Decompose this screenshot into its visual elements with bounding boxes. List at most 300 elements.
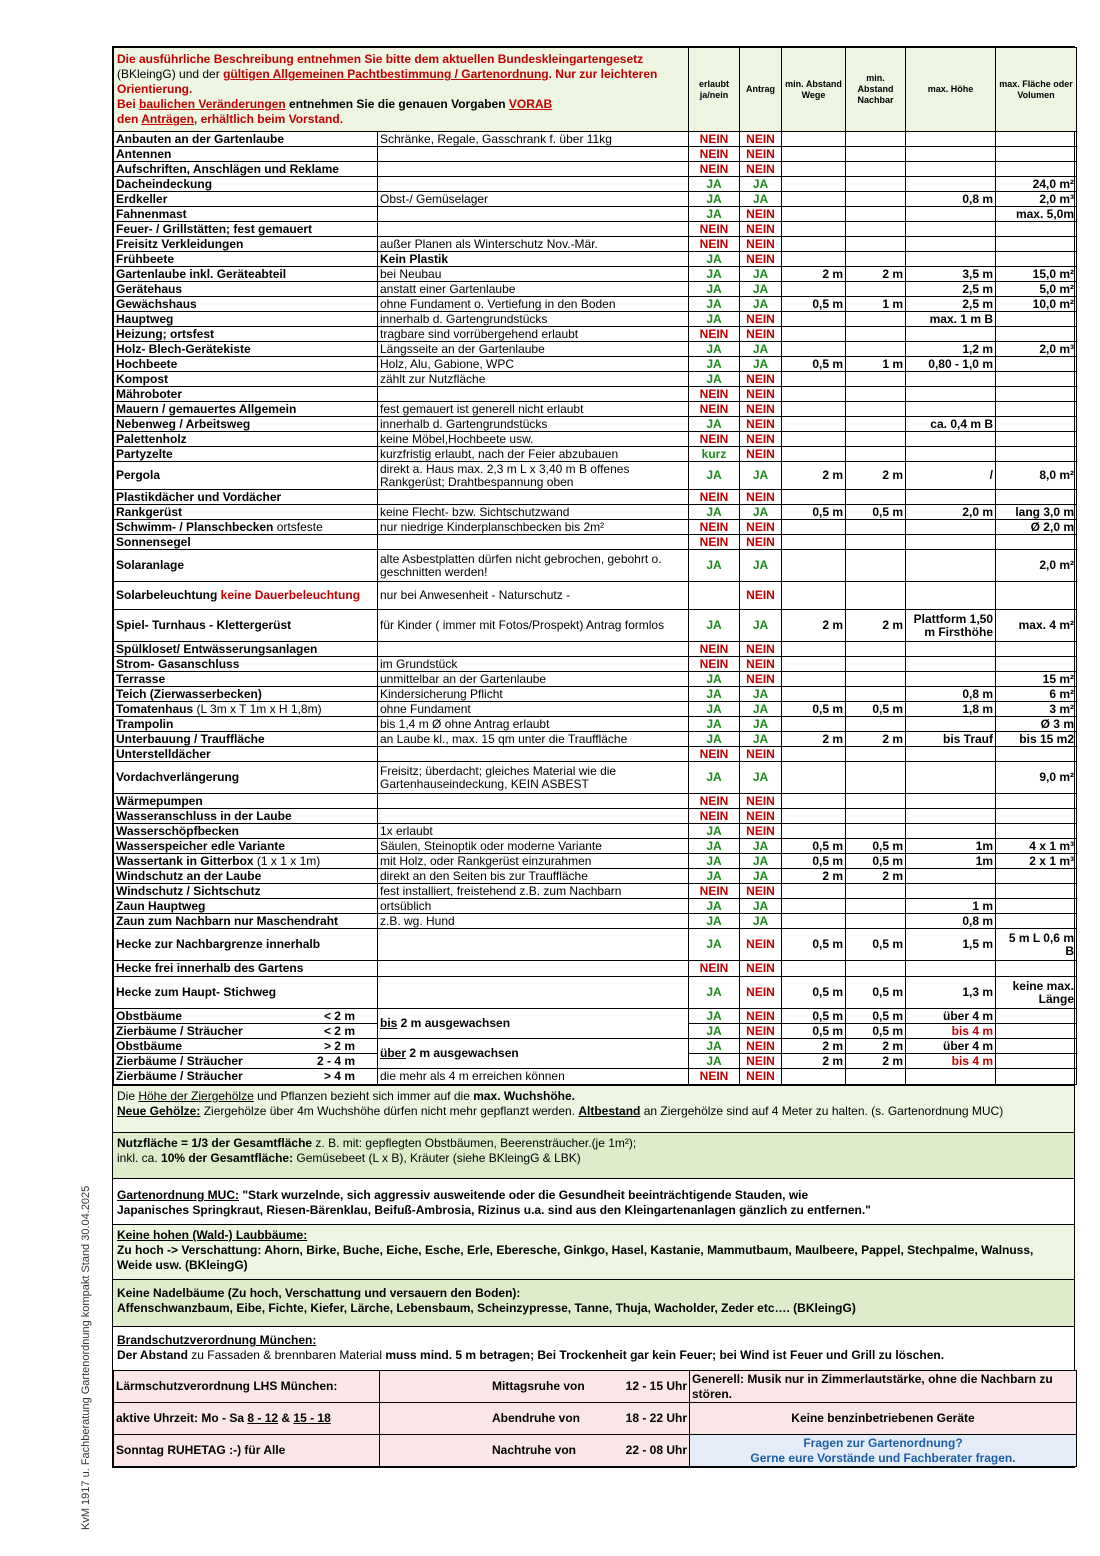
- row-abstand-nachbar: [846, 535, 906, 550]
- row-abstand-wege: [782, 222, 846, 237]
- row-note: keine Möbel,Hochbeete usw.: [378, 432, 689, 447]
- row-hoehe: [906, 824, 996, 839]
- tree-hoehe: [906, 1069, 996, 1085]
- row-antrag: NEIN: [740, 520, 782, 535]
- footer-laermschutz: Lärmschutzverordnung LHS München:: [114, 1371, 380, 1403]
- row-erlaubt: NEIN: [689, 809, 740, 824]
- row-hoehe: ca. 0,4 m B: [906, 417, 996, 432]
- row-hoehe: 1,3 m: [906, 977, 996, 1009]
- row-antrag: NEIN: [740, 490, 782, 505]
- row-name: Fahnenmast: [114, 207, 378, 222]
- row-note: anstatt einer Gartenlaube: [378, 282, 689, 297]
- row-note: kurzfristig erlaubt, nach der Feier abzubauen: [378, 447, 689, 462]
- row-hoehe: 1,5 m: [906, 929, 996, 961]
- row-name: Palettenholz: [114, 432, 378, 447]
- row-hoehe: [906, 132, 996, 147]
- row-erlaubt: JA: [689, 672, 740, 687]
- row-hoehe: /: [906, 462, 996, 490]
- row-name: Pergola: [114, 462, 378, 490]
- table-row: [114, 977, 1077, 1009]
- row-abstand-nachbar: 0,5 m: [846, 854, 906, 869]
- row-abstand-nachbar: [846, 147, 906, 162]
- row-abstand-nachbar: [846, 132, 906, 147]
- row-name: Holz- Blech-Gerätekiste: [114, 342, 378, 357]
- row-erlaubt: NEIN: [689, 387, 740, 402]
- row-note: [378, 929, 689, 961]
- table-row: [114, 162, 1077, 177]
- footer-aktive-uhrzeit: aktive Uhrzeit: Mo - Sa 8 - 12 & 15 - 18: [114, 1403, 380, 1435]
- row-antrag: NEIN: [740, 747, 782, 762]
- tree-erlaubt: JA: [689, 1024, 740, 1039]
- regulation-sheet: [112, 46, 1075, 1468]
- row-antrag: NEIN: [740, 327, 782, 342]
- row-abstand-wege: 2 m: [782, 610, 846, 642]
- row-hoehe: [906, 402, 996, 417]
- row-hoehe: bis Trauf: [906, 732, 996, 747]
- table-row: [114, 535, 1077, 550]
- row-name: Unterbauung / Trauffläche: [114, 732, 378, 747]
- row-flaeche: [996, 147, 1077, 162]
- row-erlaubt: NEIN: [689, 490, 740, 505]
- row-erlaubt: JA: [689, 610, 740, 642]
- row-hoehe: [906, 490, 996, 505]
- tree-name: Obstbäume < 2 m: [114, 1009, 378, 1024]
- row-flaeche: [996, 432, 1077, 447]
- table-row: [114, 267, 1077, 282]
- row-note: alte Asbestplatten dürfen nicht gebrochen, gebohrt o. geschnitten werden!: [378, 550, 689, 582]
- row-erlaubt: JA: [689, 869, 740, 884]
- table-row: [114, 929, 1077, 961]
- row-name: Erdkeller: [114, 192, 378, 207]
- row-flaeche: 10,0 m²: [996, 297, 1077, 312]
- table-row: [114, 702, 1077, 717]
- row-hoehe: [906, 327, 996, 342]
- table-row: [114, 610, 1077, 642]
- table-row: [114, 520, 1077, 535]
- row-name: Anbauten an der Gartenlaube: [114, 132, 378, 147]
- row-name: Spiel- Turnhaus - Klettergerüst: [114, 610, 378, 642]
- col-abstand-nachbar: min. Abstand Nachbar: [846, 48, 906, 132]
- row-hoehe: [906, 550, 996, 582]
- row-note: für Kinder ( immer mit Fotos/Prospekt) Antrag formlos: [378, 610, 689, 642]
- row-name: Sonnensegel: [114, 535, 378, 550]
- row-flaeche: [996, 447, 1077, 462]
- row-antrag: JA: [740, 177, 782, 192]
- row-hoehe: 1 m: [906, 899, 996, 914]
- row-hoehe: 0,8 m: [906, 687, 996, 702]
- row-abstand-wege: [782, 417, 846, 432]
- tree-note: über 2 m ausgewachsen: [378, 1039, 689, 1069]
- row-antrag: JA: [740, 899, 782, 914]
- row-name: Hochbeete: [114, 357, 378, 372]
- row-hoehe: 1,8 m: [906, 702, 996, 717]
- tree-row: [114, 1069, 1077, 1085]
- tree-wege: 0,5 m: [782, 1024, 846, 1039]
- row-abstand-wege: [782, 794, 846, 809]
- row-antrag: JA: [740, 854, 782, 869]
- row-note: bei Neubau: [378, 267, 689, 282]
- row-hoehe: 2,5 m: [906, 282, 996, 297]
- row-antrag: NEIN: [740, 312, 782, 327]
- row-antrag: NEIN: [740, 535, 782, 550]
- row-abstand-wege: [782, 312, 846, 327]
- row-abstand-nachbar: [846, 899, 906, 914]
- row-antrag: JA: [740, 869, 782, 884]
- row-hoehe: 3,5 m: [906, 267, 996, 282]
- row-note: [378, 147, 689, 162]
- tree-flaeche: [996, 1054, 1077, 1069]
- row-erlaubt: JA: [689, 417, 740, 432]
- table-row: [114, 854, 1077, 869]
- row-erlaubt: NEIN: [689, 402, 740, 417]
- row-erlaubt: NEIN: [689, 520, 740, 535]
- table-row: [114, 282, 1077, 297]
- row-flaeche: [996, 312, 1077, 327]
- tree-erlaubt: JA: [689, 1054, 740, 1069]
- tree-antrag: NEIN: [740, 1039, 782, 1054]
- col-erlaubt: erlaubt ja/nein: [689, 48, 740, 132]
- row-note: ohne Fundament o. Vertiefung in den Boden: [378, 297, 689, 312]
- row-name: Frühbeete: [114, 252, 378, 267]
- row-flaeche: 24,0 m²: [996, 177, 1077, 192]
- table-row: [114, 297, 1077, 312]
- row-abstand-wege: [782, 327, 846, 342]
- row-note: außer Planen als Winterschutz Nov.-Mär.: [378, 237, 689, 252]
- row-note: [378, 177, 689, 192]
- table-row: [114, 417, 1077, 432]
- row-erlaubt: JA: [689, 977, 740, 1009]
- row-name: Heizung; ortsfest: [114, 327, 378, 342]
- row-abstand-wege: [782, 582, 846, 610]
- row-erlaubt: JA: [689, 824, 740, 839]
- row-note: Holz, Alu, Gabione, WPC: [378, 357, 689, 372]
- row-erlaubt: NEIN: [689, 961, 740, 977]
- row-hoehe: [906, 520, 996, 535]
- table-row: [114, 747, 1077, 762]
- row-antrag: JA: [740, 914, 782, 929]
- row-flaeche: [996, 402, 1077, 417]
- row-note: [378, 387, 689, 402]
- row-note: [378, 977, 689, 1009]
- info-block-gartenordnung: Gartenordnung MUC: "Stark wurzelnde, sich aggressiv ausweitende oder die Gesundheit beeinträchtigende Stauden, wie Japanisches Springkraut, Riesen-Bärenklau, Beifuß-Ambrosia, Rizinus u.a. sind aus den Kleingartenanlagen gänzlich zu entfernen.": [113, 1178, 1074, 1224]
- row-abstand-wege: 0,5 m: [782, 929, 846, 961]
- row-abstand-nachbar: 2 m: [846, 267, 906, 282]
- row-abstand-wege: 2 m: [782, 869, 846, 884]
- row-erlaubt: NEIN: [689, 794, 740, 809]
- row-antrag: JA: [740, 505, 782, 520]
- row-abstand-wege: 0,5 m: [782, 702, 846, 717]
- side-caption: KvM 1917 u. Fachberatung Gartenordnung kompakt Stand 30.04.2025: [80, 1185, 92, 1530]
- table-row: [114, 387, 1077, 402]
- row-flaeche: [996, 490, 1077, 505]
- row-abstand-wege: [782, 402, 846, 417]
- row-antrag: NEIN: [740, 809, 782, 824]
- row-abstand-nachbar: 2 m: [846, 869, 906, 884]
- row-note: Kein Plastik: [378, 252, 689, 267]
- row-hoehe: [906, 961, 996, 977]
- row-name: Feuer- / Grillstätten; fest gemauert: [114, 222, 378, 237]
- row-flaeche: [996, 237, 1077, 252]
- row-abstand-nachbar: [846, 961, 906, 977]
- row-flaeche: 2,0 m³: [996, 192, 1077, 207]
- row-abstand-nachbar: [846, 237, 906, 252]
- tree-name: Obstbäume > 2 m: [114, 1039, 378, 1054]
- row-note: innerhalb d. Gartengrundstücks: [378, 417, 689, 432]
- row-abstand-nachbar: 2 m: [846, 462, 906, 490]
- tree-row: [114, 1039, 1077, 1054]
- row-flaeche: 2 x 1 m³: [996, 854, 1077, 869]
- row-name: Wasserspeicher edle Variante: [114, 839, 378, 854]
- row-hoehe: [906, 794, 996, 809]
- row-abstand-wege: 2 m: [782, 267, 846, 282]
- row-antrag: NEIN: [740, 417, 782, 432]
- row-erlaubt: JA: [689, 929, 740, 961]
- row-name: Mauern / gemauertes Allgemein: [114, 402, 378, 417]
- row-hoehe: [906, 884, 996, 899]
- row-antrag: JA: [740, 550, 782, 582]
- row-note: [378, 747, 689, 762]
- row-name: Hecke zum Haupt- Stichweg: [114, 977, 378, 1009]
- table-row: [114, 914, 1077, 929]
- table-row: [114, 207, 1077, 222]
- row-note: innerhalb d. Gartengrundstücks: [378, 312, 689, 327]
- row-antrag: NEIN: [740, 929, 782, 961]
- table-row: [114, 490, 1077, 505]
- row-flaeche: 15,0 m²: [996, 267, 1077, 282]
- row-note: nur bei Anwesenheit - Naturschutz -: [378, 582, 689, 610]
- row-flaeche: 3 m²: [996, 702, 1077, 717]
- row-hoehe: [906, 147, 996, 162]
- row-abstand-nachbar: [846, 387, 906, 402]
- row-flaeche: keine max. Länge: [996, 977, 1077, 1009]
- row-erlaubt: JA: [689, 207, 740, 222]
- row-note: [378, 222, 689, 237]
- tree-nachbar: 2 m: [846, 1039, 906, 1054]
- row-abstand-nachbar: 2 m: [846, 610, 906, 642]
- row-abstand-nachbar: [846, 717, 906, 732]
- row-abstand-nachbar: 2 m: [846, 732, 906, 747]
- table-row: [114, 657, 1077, 672]
- row-note: im Grundstück: [378, 657, 689, 672]
- tree-erlaubt: JA: [689, 1039, 740, 1054]
- row-erlaubt: JA: [689, 732, 740, 747]
- row-flaeche: [996, 252, 1077, 267]
- row-abstand-wege: 0,5 m: [782, 977, 846, 1009]
- row-hoehe: 1m: [906, 854, 996, 869]
- row-note: Kindersicherung Pflicht: [378, 687, 689, 702]
- row-flaeche: 15 m²: [996, 672, 1077, 687]
- table-row: [114, 869, 1077, 884]
- table-row: [114, 582, 1077, 610]
- row-flaeche: [996, 222, 1077, 237]
- row-antrag: NEIN: [740, 884, 782, 899]
- tree-nachbar: 0,5 m: [846, 1024, 906, 1039]
- row-flaeche: 5 m L 0,6 m B: [996, 929, 1077, 961]
- row-name: Plastikdächer und Vordächer: [114, 490, 378, 505]
- row-abstand-wege: [782, 884, 846, 899]
- row-abstand-nachbar: 0,5 m: [846, 929, 906, 961]
- row-flaeche: [996, 961, 1077, 977]
- row-name: Strom- Gasanschluss: [114, 657, 378, 672]
- row-note: Obst-/ Gemüselager: [378, 192, 689, 207]
- row-antrag: NEIN: [740, 387, 782, 402]
- header-row: [114, 48, 1077, 132]
- row-flaeche: [996, 657, 1077, 672]
- row-abstand-wege: [782, 687, 846, 702]
- table-row: [114, 824, 1077, 839]
- row-name: Gerätehaus: [114, 282, 378, 297]
- rules-rows: [114, 132, 1077, 1009]
- row-note: [378, 535, 689, 550]
- row-erlaubt: JA: [689, 899, 740, 914]
- row-note: [378, 207, 689, 222]
- row-abstand-nachbar: [846, 884, 906, 899]
- table-row: [114, 961, 1077, 977]
- table-row: [114, 192, 1077, 207]
- info-block-nadelbaeume: Keine Nadelbäume (Zu hoch, Verschattung und versauern den Boden): Affenschwanzbaum, Eibe, Fichte, Kiefer, Lärche, Lebensbaum, Scheinzypresse, Tanne, Thuja, Wacholder, Zeder etc…. (BKleingG): [113, 1279, 1074, 1326]
- table-row: [114, 222, 1077, 237]
- row-name: Spülkloset/ Entwässerungsanlagen: [114, 642, 378, 657]
- tree-nachbar: 2 m: [846, 1054, 906, 1069]
- row-antrag: NEIN: [740, 977, 782, 1009]
- table-row: [114, 252, 1077, 267]
- row-note: [378, 794, 689, 809]
- row-note: fest installiert, freistehend z.B. zum Nachbarn: [378, 884, 689, 899]
- row-erlaubt: JA: [689, 462, 740, 490]
- row-note: an Laube kl., max. 15 qm unter die Trauffläche: [378, 732, 689, 747]
- row-erlaubt: JA: [689, 687, 740, 702]
- footer-row: [114, 1403, 1077, 1435]
- tree-row: [114, 1009, 1077, 1024]
- tree-hoehe: über 4 m: [906, 1009, 996, 1024]
- row-erlaubt: JA: [689, 357, 740, 372]
- tree-name: Zierbäume / Sträucher > 4 m: [114, 1069, 378, 1085]
- row-name: Hecke frei innerhalb des Gartens: [114, 961, 378, 977]
- row-name: Mähroboter: [114, 387, 378, 402]
- row-hoehe: [906, 372, 996, 387]
- footer-row: [114, 1371, 1077, 1403]
- row-erlaubt: JA: [689, 702, 740, 717]
- row-flaeche: Ø 2,0 m: [996, 520, 1077, 535]
- row-name: Hauptweg: [114, 312, 378, 327]
- row-hoehe: [906, 809, 996, 824]
- row-erlaubt: NEIN: [689, 237, 740, 252]
- row-antrag: NEIN: [740, 447, 782, 462]
- row-name: Windschutz an der Laube: [114, 869, 378, 884]
- row-abstand-nachbar: 0,5 m: [846, 977, 906, 1009]
- row-abstand-nachbar: [846, 809, 906, 824]
- row-name: Partyzelte: [114, 447, 378, 462]
- row-abstand-wege: [782, 717, 846, 732]
- row-abstand-nachbar: [846, 417, 906, 432]
- row-name: Solaranlage: [114, 550, 378, 582]
- row-hoehe: [906, 582, 996, 610]
- row-flaeche: [996, 372, 1077, 387]
- row-name: Zaun Hauptweg: [114, 899, 378, 914]
- row-name: Aufschriften, Anschlägen und Reklame: [114, 162, 378, 177]
- table-row: [114, 505, 1077, 520]
- row-note: Längsseite an der Gartenlaube: [378, 342, 689, 357]
- row-antrag: NEIN: [740, 207, 782, 222]
- row-abstand-nachbar: [846, 657, 906, 672]
- row-note: Schränke, Regale, Gasschrank f. über 11kg: [378, 132, 689, 147]
- row-flaeche: [996, 747, 1077, 762]
- row-name: Gartenlaube inkl. Geräteabteil: [114, 267, 378, 282]
- row-flaeche: [996, 357, 1077, 372]
- footer-table: [113, 1370, 1077, 1467]
- row-hoehe: [906, 162, 996, 177]
- row-antrag: JA: [740, 282, 782, 297]
- row-abstand-nachbar: 0,5 m: [846, 839, 906, 854]
- row-abstand-wege: 2 m: [782, 732, 846, 747]
- row-erlaubt: JA: [689, 762, 740, 794]
- row-antrag: NEIN: [740, 147, 782, 162]
- row-erlaubt: JA: [689, 267, 740, 282]
- row-erlaubt: JA: [689, 252, 740, 267]
- row-erlaubt: NEIN: [689, 132, 740, 147]
- row-flaeche: [996, 132, 1077, 147]
- row-hoehe: [906, 252, 996, 267]
- row-hoehe: [906, 657, 996, 672]
- row-erlaubt: JA: [689, 342, 740, 357]
- row-hoehe: 2,0 m: [906, 505, 996, 520]
- row-hoehe: [906, 869, 996, 884]
- row-erlaubt: [689, 582, 740, 610]
- row-name: Vordachverlängerung: [114, 762, 378, 794]
- row-hoehe: [906, 237, 996, 252]
- row-antrag: NEIN: [740, 402, 782, 417]
- row-erlaubt: NEIN: [689, 535, 740, 550]
- row-abstand-nachbar: [846, 327, 906, 342]
- row-abstand-wege: [782, 657, 846, 672]
- row-flaeche: 5,0 m²: [996, 282, 1077, 297]
- tree-antrag: NEIN: [740, 1024, 782, 1039]
- row-abstand-wege: [782, 899, 846, 914]
- footer-mittagsruhe: Mittagsruhe von 12 - 15 Uhr: [380, 1371, 690, 1403]
- tree-wege: 2 m: [782, 1054, 846, 1069]
- row-erlaubt: NEIN: [689, 222, 740, 237]
- row-abstand-nachbar: 0,5 m: [846, 702, 906, 717]
- row-antrag: JA: [740, 357, 782, 372]
- row-erlaubt: JA: [689, 839, 740, 854]
- row-flaeche: bis 15 m2: [996, 732, 1077, 747]
- row-hoehe: [906, 762, 996, 794]
- row-abstand-wege: [782, 252, 846, 267]
- table-row: [114, 717, 1077, 732]
- row-flaeche: [996, 884, 1077, 899]
- info-block-nutzflaeche: Nutzfläche = 1/3 der Gesamtfläche z. B. mit: gepflegten Obstbäumen, Beerensträucher.(je 1m²); inkl. ca. 10% der Gesamtfläche: Gemüsebeet (L x B), Kräuter (siehe BKleingG & LBK): [113, 1132, 1074, 1178]
- table-row: [114, 312, 1077, 327]
- tree-nachbar: 0,5 m: [846, 1009, 906, 1024]
- row-abstand-wege: [782, 342, 846, 357]
- row-antrag: JA: [740, 342, 782, 357]
- table-row: [114, 147, 1077, 162]
- table-row: [114, 132, 1077, 147]
- row-antrag: JA: [740, 732, 782, 747]
- row-flaeche: 2,0 m²: [996, 550, 1077, 582]
- table-row: [114, 899, 1077, 914]
- row-erlaubt: JA: [689, 717, 740, 732]
- row-flaeche: [996, 914, 1077, 929]
- row-antrag: NEIN: [740, 222, 782, 237]
- tree-wege: 0,5 m: [782, 1009, 846, 1024]
- row-flaeche: [996, 794, 1077, 809]
- table-row: [114, 177, 1077, 192]
- row-erlaubt: NEIN: [689, 147, 740, 162]
- row-antrag: NEIN: [740, 961, 782, 977]
- tree-nachbar: [846, 1069, 906, 1085]
- tree-name: Zierbäume / Sträucher < 2 m: [114, 1024, 378, 1039]
